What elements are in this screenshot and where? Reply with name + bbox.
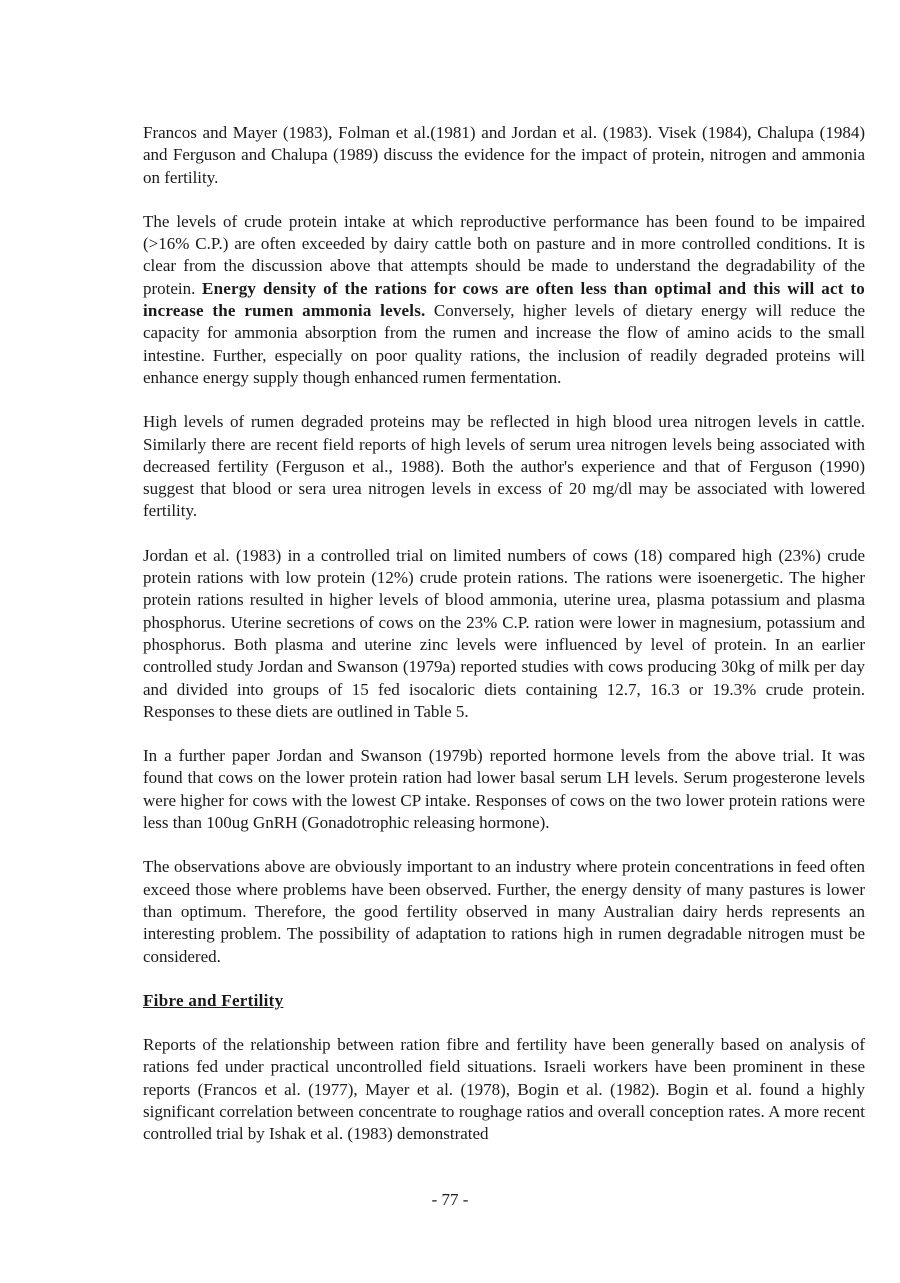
paragraph-controlled-trial: Jordan et al. (1983) in a controlled trial on limited numbers of cows (18) compared high (23%) crude protein rations with low protein (12%) crude protein rations. The rations were isoenergetic. The higher protein rations resulted in higher levels of blood ammonia, uterine urea, plasma potassium and plasma phosphorus. Uterine secretions of cows on the 23% C.P. ration were lower in magnesium, potassium and phosphorus. Both plasma and uterine zinc levels were influenced by level of protein. In an earlier controlled study Jordan and Swanson (1979a) reported studies with cows producing 30kg of milk per day and divided into groups of 15 fed isocaloric diets containing 12.7, 16.3 or 19.3% crude protein. Responses to these diets are outlined in Table 5. xyxy=(143,545,865,721)
paragraph-blood-urea: High levels of rumen degraded proteins may be reflected in high blood urea nitrogen levels in cattle. Similarly there are recent field reports of high levels of serum urea nitrogen levels being associated with decreased fertility (Ferguson et al., 1988). Both the author's experience and that of Ferguson (1990) suggest that blood or sera urea nitrogen levels in excess of 20 mg/dl may be associated with lowered fertility. xyxy=(143,412,865,521)
bold-emphasis-text: Energy density of the rations for cows are often less than optimal and this will act to increase the rumen ammonia levels. xyxy=(143,278,865,321)
document-page xyxy=(143,122,865,1168)
paragraph-observations: The observations above are obviously important to an industry where protein concentrations in feed often exceed those where problems have been observed. Further, the energy density of many pastures is lower than optimum. Therefore, the good fertility observed in many Australian dairy herds represents an interesting problem. The possibility of adaptation to rations high in rumen degradable nitrogen must be considered. xyxy=(143,857,865,966)
paragraph-fibre-fertility: Reports of the relationship between ration fibre and fertility have been generally based on analysis of rations fed under practical uncontrolled field situations. Israeli workers have been prominent in these reports (Francos et al. (1977), Mayer et al. (1978), Bogin et al. (1982). Bogin et al. found a highly significant correlation between concentrate to roughage ratios and overall conception rates. A more recent controlled trial by Ishak et al. (1983) demonstrated xyxy=(143,1035,865,1144)
page-number: - 77 - xyxy=(431,1190,469,1209)
paragraph-hormone-levels: In a further paper Jordan and Swanson (1979b) reported hormone levels from the above trial. It was found that cows on the lower protein ration had lower basal serum LH levels. Serum progesterone levels were higher for cows with the lowest CP intake. Responses of cows on the two lower protein rations were less than 100ug GnRH (Gonadotrophic releasing hormone). xyxy=(143,746,865,833)
paragraph-references: Francos and Mayer (1983), Folman et al.(1981) and Jordan et al. (1983). Visek (1984), Chalupa (1984) and Ferguson and Chalupa (1989) discuss the evidence for the impact of protein, nitrogen and ammonia on fertility. xyxy=(143,123,865,187)
section-heading: Fibre and Fertility xyxy=(143,990,284,1010)
paragraph-crude-protein xyxy=(143,211,865,389)
paragraph-text: The levels of crude protein intake at which reproductive performance has been found to be impaired (>16% C.P.) are often exceeded by dairy cattle both on pasture and in more controlled conditions. It is clear from the discussion above that attempts should be made to understand the degradability of the protein. xyxy=(143,211,865,298)
paragraph-text: Conversely, higher levels of dietary energy will reduce the capacity for ammonia absorption from the rumen and increase the flow of amino acids to the small intestine. Further, especially on poor quality rations, the inclusion of readily degraded proteins will enhance energy supply though enhanced rumen fermentation. xyxy=(143,301,865,387)
